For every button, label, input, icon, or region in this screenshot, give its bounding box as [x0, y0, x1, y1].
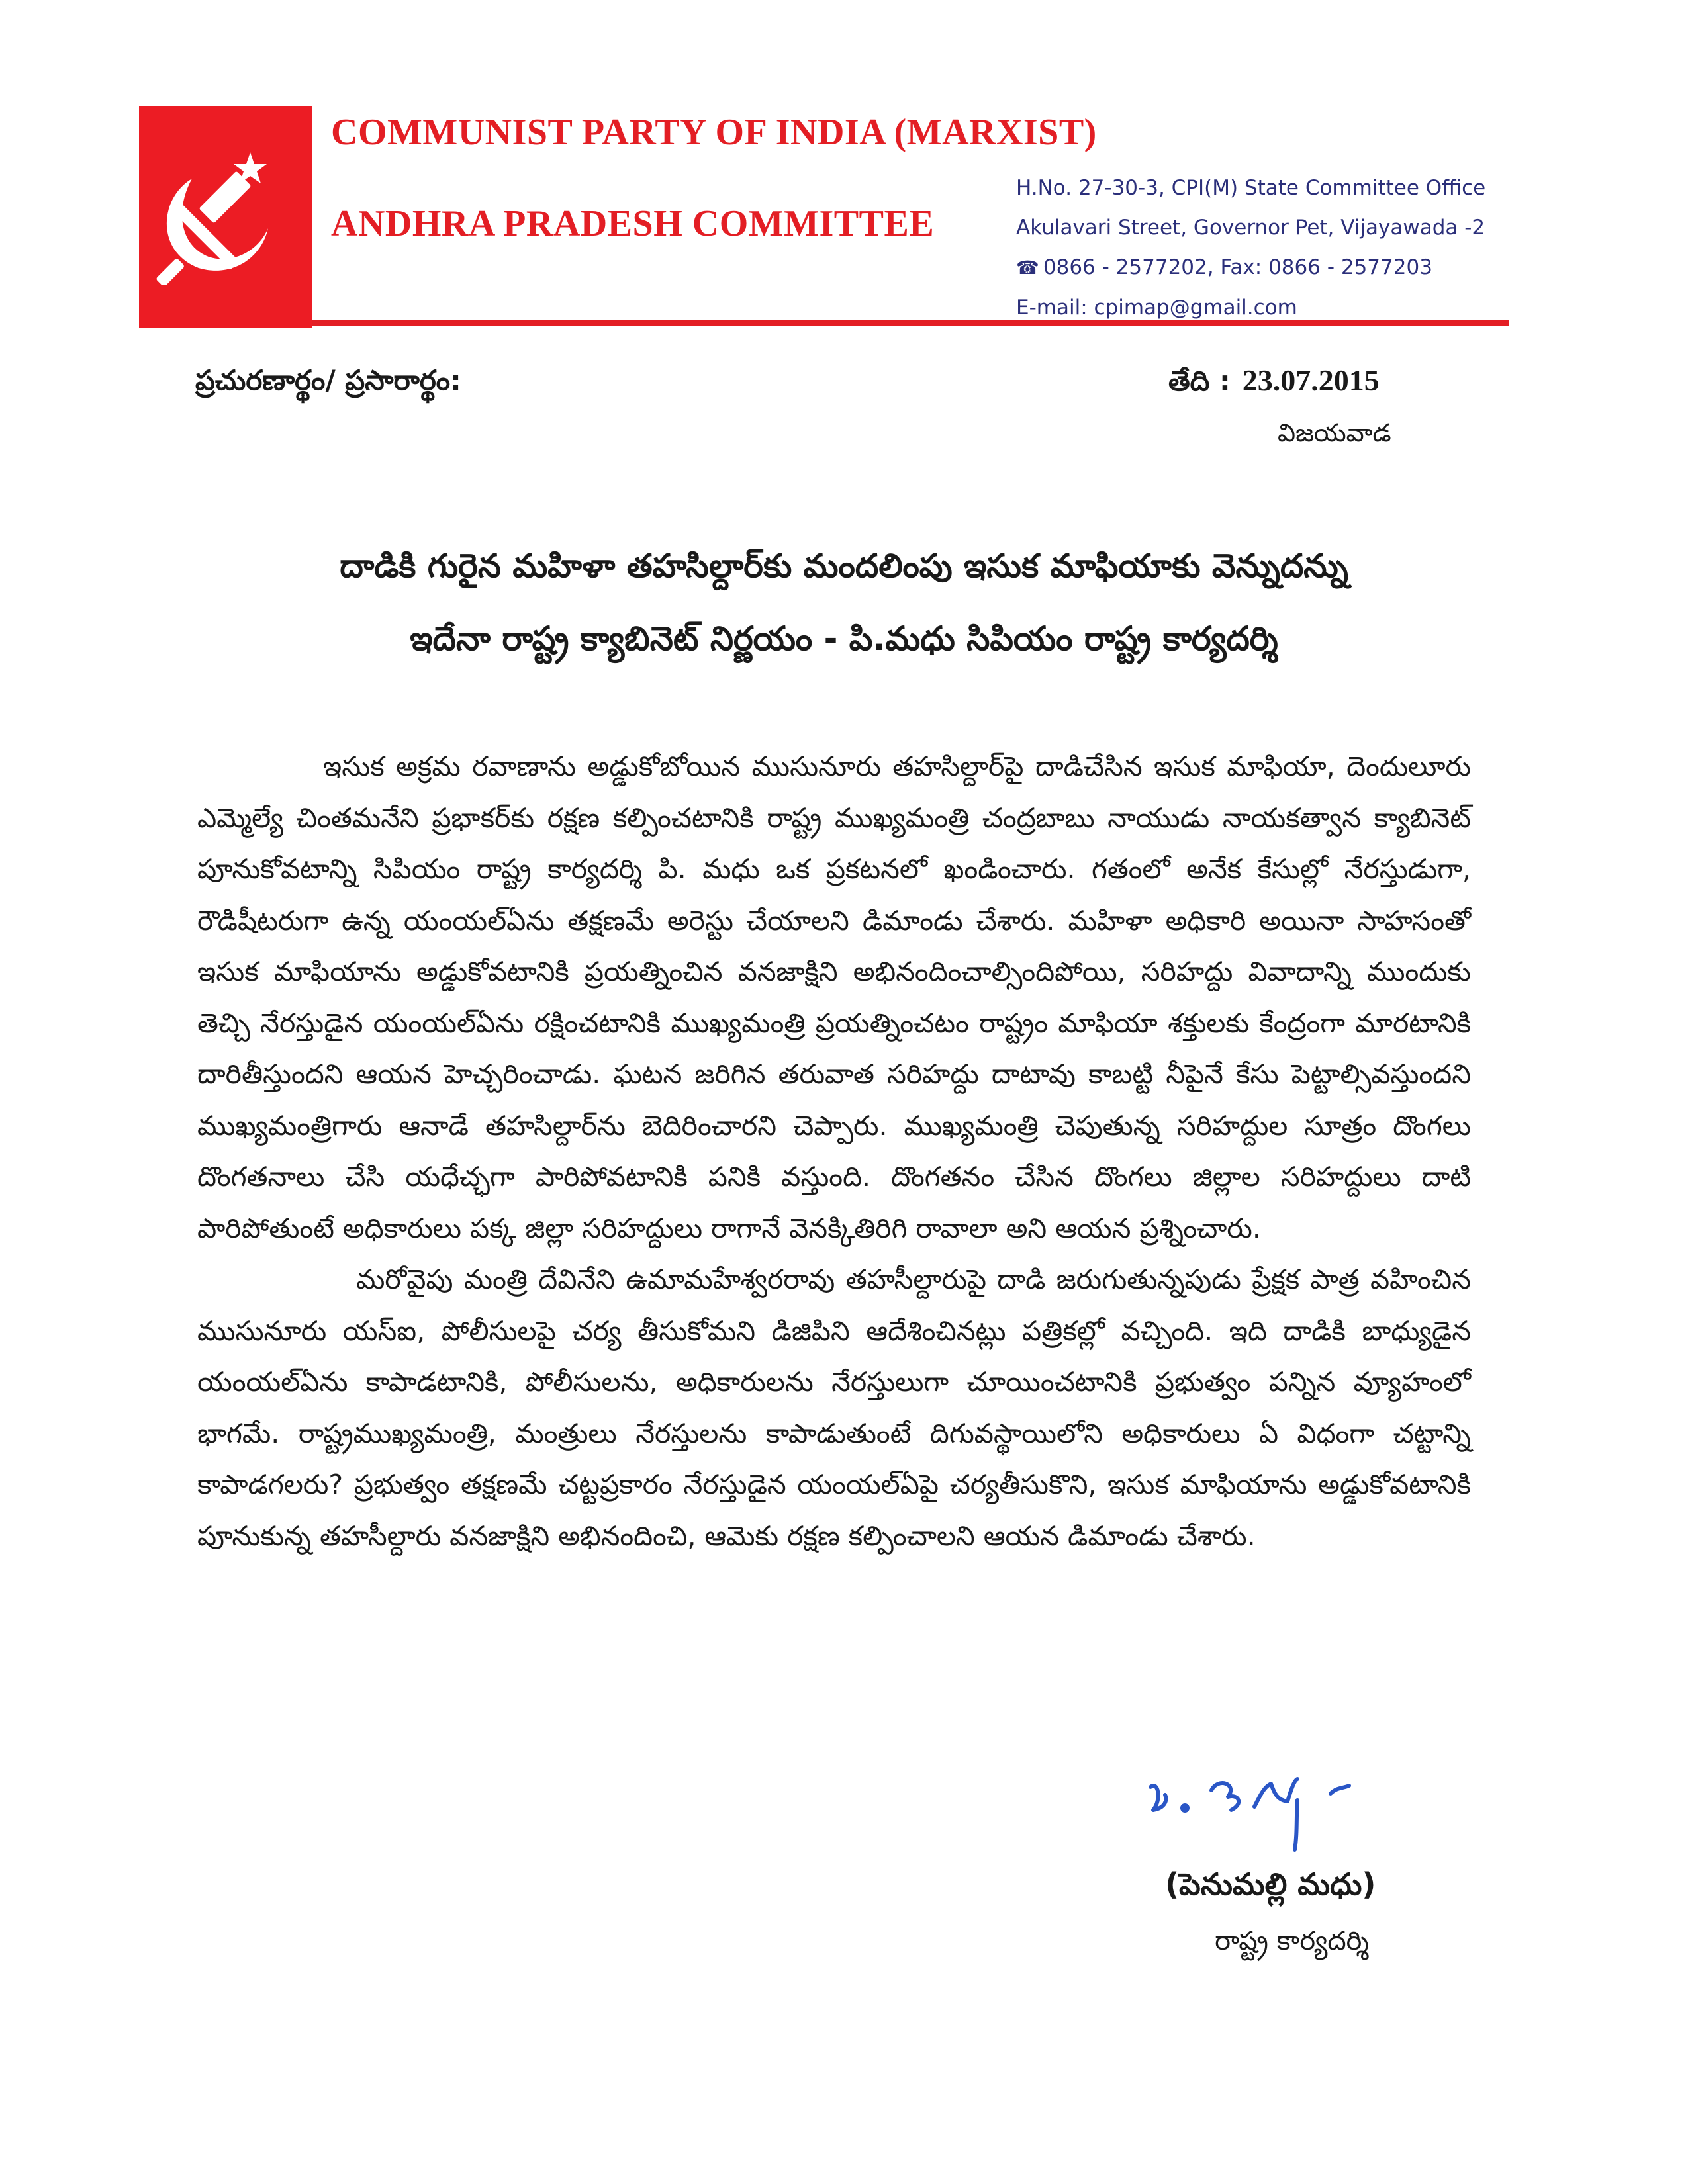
press-release-body: [197, 741, 1471, 1562]
handwritten-signature: [1139, 1760, 1417, 1873]
place: విజయవాడ: [1278, 418, 1391, 447]
letterhead: [139, 106, 1503, 328]
hammer-sickle-star-icon: [152, 146, 291, 285]
address-line-1: H.No. 27-30-3, CPI(M) State Committee Office: [1016, 176, 1486, 200]
phone-icon: ☎: [1016, 257, 1039, 279]
party-logo: [139, 106, 312, 328]
signatory-name: (పెనుమల్లి మధు): [1165, 1866, 1376, 1902]
phone-line: [1016, 248, 1485, 288]
signatory-title: రాష్ట్ర కార్యదర్శి: [1215, 1926, 1370, 1956]
date-line: [1168, 363, 1380, 404]
contact-block: [1016, 168, 1485, 328]
release-label: ప్రచురణార్థం/ ప్రసారార్థం:: [195, 364, 461, 396]
email-line: E-mail: cpimap@gmail.com: [1016, 296, 1297, 320]
date-label: తేది :: [1168, 365, 1231, 397]
paragraph-2: మరోవైపు మంత్రి దేవినేని ఉమామహేశ్వరరావు తహసీల్దారుపై దాడి జరుగుతున్నపుడు ప్రేక్షక పాత్ర వహించిన ముసునూరు యస్ఐ, పోలీసులపై చర్య తీసుకోమని డిజిపిని ఆదేశించినట్లు పత్రికల్లో వచ్చింది. ఇది దాడికి బాధ్యుడైన యంయల్ఏను కాపాడటానికి, పోలీసులను, అధికారులను నేరస్తులుగా చూయించటానికి ప్రభుత్వం పన్నిన వ్యూహంలో భాగమే. రాష్ట్రముఖ్యమంత్రి, మంత్రులు నేరస్తులను కాపాడుతుంటే దిగువస్థాయిలోని అధికారులు ఏ విధంగా చట్టాన్ని కాపాడగలరు? ప్రభుత్వం తక్షణమే చట్టప్రకారం నేరస్తుడైన యంయల్ఏపై చర్యతీసుకొని, ఇసుక మాఫియాను అడ్డుకోవటానికి పూనుకున్న తహసీల్దారు వనజాక్షిని అభినందించి, ఆమెకు రక్షణ కల్పించాలని ఆయన డిమాండు చేశారు.: [197, 1263, 1471, 1552]
org-name: COMMUNIST PARTY OF INDIA (MARXIST): [331, 112, 1097, 153]
phone-fax: 0866 - 2577202, Fax: 0866 - 2577203: [1043, 255, 1432, 279]
committee-name: ANDHRA PRADESH COMMITTEE: [331, 203, 935, 244]
headline-line-2: ఇదేనా రాష్ట్ర క్యాబినెట్ నిర్ణయం - పి.మధు సిపియం రాష్ట్ర కార్యదర్శి: [410, 619, 1278, 658]
headline: [132, 529, 1556, 675]
date-value: 23.07.2015: [1242, 363, 1380, 397]
address-line-2: Akulavari Street, Governor Pet, Vijayawada -2: [1016, 216, 1485, 240]
headline-line-1: దాడికి గురైన మహిళా తహసిల్దార్‌కు మందలింపు ఇసుక మాఫియాకు వెన్నుదన్ను: [340, 547, 1348, 585]
paragraph-1: ఇసుక అక్రమ రవాణాను అడ్డుకోబోయిన ముసునూరు తహసిల్దార్‌పై దాడిచేసిన ఇసుక మాఫియా, దెందులూరు ఎమ్మెల్యే చింతమనేని ప్రభాకర్‌కు రక్షణ కల్పించటానికి రాష్ట్ర ముఖ్యమంత్రి చంద్రబాబు నాయుడు నాయకత్వాన క్యాబినెట్ పూనుకోవటాన్ని సిపియం రాష్ట్ర కార్యదర్శి పి. మధు ఒక ప్రకటనలో ఖండించారు. గతంలో అనేక కేసుల్లో నేరస్తుడుగా, రౌడిషీటరుగా ఉన్న యంయల్ఏను తక్షణమే అరెస్టు చేయాలని డిమాండు చేశారు. మహిళా అధికారి అయినా సాహసంతో ఇసుక మాఫియాను అడ్డుకోవటానికి ప్రయత్నించిన వనజాక్షిని అభినందించాల్సిందిపోయి, సరిహద్దు వివాదాన్ని ముందుకు తెచ్చి నేరస్తుడైన యంయల్ఏను రక్షించటానికి ముఖ్యమంత్రి ప్రయత్నించటం రాష్ట్రం మాఫియా శక్తులకు కేంద్రంగా మారటానికి దారితీస్తుందని ఆయన హెచ్చరించాడు. ఘటన జరిగిన తరువాత సరిహద్దు దాటావు కాబట్టి నీపైనే కేసు పెట్టాల్సివస్తుందని ముఖ్యమంత్రిగారు ఆనాడే తహసిల్దార్‌ను బెదిరించారని చెప్పారు. ముఖ్యమంత్రి చెపుతున్న సరిహద్దుల సూత్రం దొంగలు దొంగతనాలు చేసి యధేచ్ఛగా పారిపోవటానికి పనికి వస్తుంది. దొంగతనం చేసిన దొంగలు జిల్లాల సరిహద్దులు దాటి పారిపోతుంటే అధికారులు పక్క జిల్లా సరిహద్దులు రాగానే వెనక్కితిరిగి రావాలా అని ఆయన ప్రశ్నించారు.: [197, 751, 1471, 1244]
letterhead-divider: [312, 320, 1509, 326]
